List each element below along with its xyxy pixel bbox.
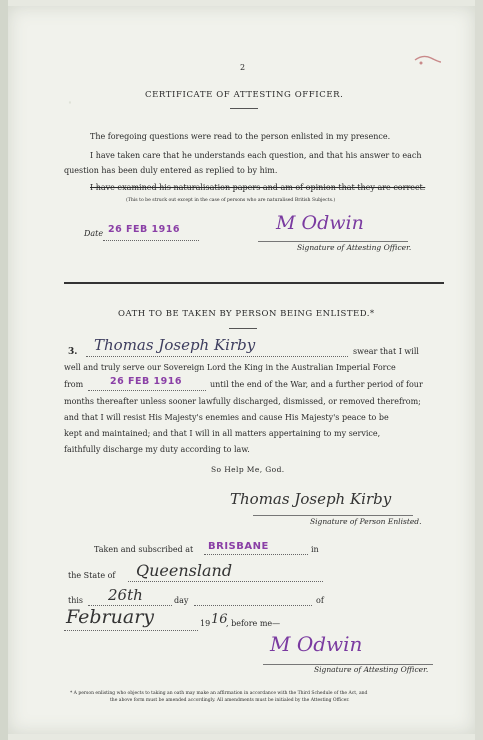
from-date-stamp: 26 FEB 1916 <box>110 376 182 387</box>
place-line <box>204 554 308 555</box>
oath-line4: months thereafter unless sooner lawfully discharged, dismissed, or removed therefrom; <box>64 397 421 406</box>
certificate-para2-line1: I have taken care that he understands each question, and that his answer to each <box>90 151 422 160</box>
oath-line7: faithfully discharge my duty according to law. <box>64 445 250 454</box>
day-value-handwritten: 26th <box>108 586 143 604</box>
month-value-handwritten: February <box>66 606 155 628</box>
from-label: from <box>64 380 84 389</box>
day-label: day <box>174 596 189 605</box>
from-line <box>88 390 206 391</box>
enlistee-name-handwritten: Thomas Joseph Kirby <box>94 336 256 354</box>
so-help-me-god: So Help Me, God. <box>211 465 285 474</box>
certificate-title: CERTIFICATE OF ATTESTING OFFICER. <box>145 90 344 100</box>
footnote-line1: * A person enlisting who objects to taking an oath may make an affirmation in accordance with the Third Schedule of the Act, and <box>70 691 368 696</box>
year-value-handwritten: 16 <box>211 612 228 627</box>
place-stamp: BRISBANE <box>208 541 269 552</box>
document-page <box>8 6 475 734</box>
enlistee-signature-label: Signature of Person Enlisted. <box>310 517 422 526</box>
of-line <box>194 605 312 606</box>
footnote-line2: the above form must be amended accordingly. All amendments must be initialed by the Attesting Officer. <box>110 698 350 703</box>
oath-title-underline <box>229 328 257 329</box>
year-prefix: 19 <box>200 619 211 628</box>
oath-line5: and that I will resist His Majesty's enemies and cause His Majesty's peace to be <box>64 413 389 422</box>
before-me-label: , before me— <box>226 619 281 628</box>
date-label: Date <box>84 229 104 238</box>
this-label: this <box>68 596 84 605</box>
of-label: of <box>316 596 324 605</box>
title-underline <box>230 108 258 109</box>
certificate-para1: The foregoing questions were read to the person enlisted in my presence. <box>90 132 391 141</box>
enlistee-signature: Thomas Joseph Kirby <box>230 490 392 508</box>
oath-title: OATH TO BE TAKEN BY PERSON BEING ENLISTED.* <box>118 309 375 319</box>
oath-line2: well and truly serve our Sovereign Lord the King in the Australian Imperial Force <box>64 363 396 372</box>
page-edge-right <box>475 0 483 740</box>
name-line <box>86 356 348 357</box>
state-line <box>128 581 323 582</box>
state-label: the State of <box>68 571 116 580</box>
signature-line-1 <box>258 241 408 242</box>
taken-subscribed-label: Taken and subscribed at <box>94 545 194 554</box>
date-stamp: 26 FEB 1916 <box>108 224 180 235</box>
signature-label-1: Signature of Attesting Officer. <box>297 243 412 252</box>
certificate-para2-line2: question has been duly entered as replied to by him. <box>64 166 278 175</box>
struck-note: (This to be struck out except in the case of persons who are naturalised British Subjects.) <box>126 198 336 203</box>
section-divider <box>64 282 444 284</box>
signature-label-2: Signature of Attesting Officer. <box>314 665 429 674</box>
month-line <box>64 630 198 631</box>
page-edge-left <box>0 0 8 740</box>
show-through-text: · <box>68 94 73 110</box>
attesting-officer-signature-1: M Odwin <box>276 212 364 234</box>
oath-line6: kept and maintained; and that I will in all matters appertaining to my service, <box>64 429 381 438</box>
state-value-handwritten: Queensland <box>136 561 233 580</box>
corner-marks <box>413 50 443 68</box>
struck-naturalisation-line: I have examined his naturalisation papers and am of opinion that they are correct. <box>90 183 426 192</box>
page-number: 2 <box>240 63 246 72</box>
attesting-officer-signature-2: M Odwin <box>270 632 363 656</box>
oath-number: 3. <box>68 347 78 357</box>
date-line <box>103 240 199 241</box>
oath-line3: until the end of the War, and a further period of four <box>210 380 423 389</box>
enlistee-signature-line <box>253 515 413 516</box>
in-label: in <box>311 545 319 554</box>
swear-text: swear that I will <box>353 347 419 356</box>
